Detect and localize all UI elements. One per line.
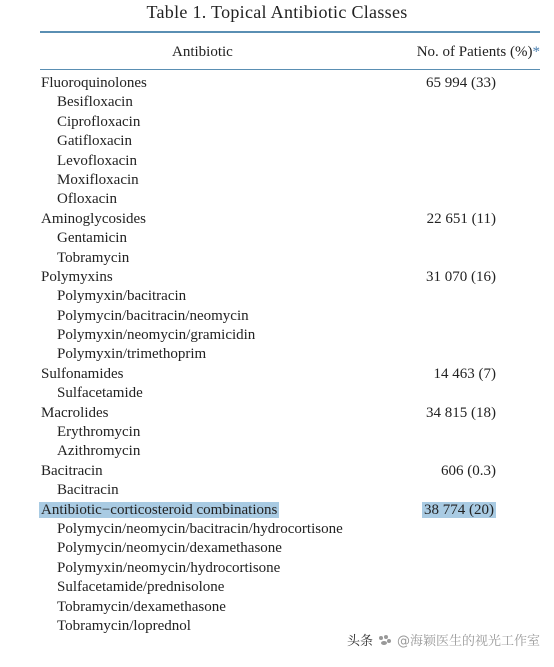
- table-subrow: [0, 423, 554, 442]
- class-name: Aminoglycosides: [41, 210, 146, 227]
- patient-count: 22 651 (11): [426, 210, 496, 227]
- table-subrow: [0, 249, 554, 268]
- class-name: Bacitracin: [41, 462, 103, 479]
- table-subrow: [0, 598, 554, 617]
- platform-label: 头条: [346, 634, 373, 649]
- patient-count: 31 070 (16): [426, 268, 496, 285]
- drug-name: Polymycin/neomycin/bacitracin/hydrocortisone: [57, 520, 343, 537]
- table-subrow: [0, 152, 554, 171]
- drug-name: Besifloxacin: [57, 94, 133, 111]
- table-row: [0, 404, 554, 423]
- drug-name: Polymycin/neomycin/dexamethasone: [57, 540, 282, 557]
- drug-name: Moxifloxacin: [57, 171, 139, 188]
- table-subrow: [0, 113, 554, 132]
- footnote-asterisk[interactable]: *: [532, 44, 540, 60]
- table-subrow: [0, 442, 554, 461]
- drug-name: Levofloxacin: [57, 152, 137, 169]
- table-row: [0, 501, 554, 520]
- drug-name: Polymyxin/trimethoprim: [57, 346, 207, 363]
- top-rule: [40, 31, 540, 33]
- patient-count: [424, 501, 496, 520]
- drug-name: Erythromycin: [57, 424, 141, 441]
- header-rule: [40, 69, 540, 70]
- class-name: [41, 501, 279, 520]
- drug-name: Ciprofloxacin: [57, 113, 141, 130]
- drug-name: Polymycin/bacitracin/neomycin: [57, 307, 249, 324]
- table-subrow: [0, 578, 554, 597]
- table-subrow: [0, 326, 554, 345]
- table-subrow: [0, 384, 554, 403]
- drug-name: Ofloxacin: [57, 191, 117, 208]
- class-name: Polymyxins: [41, 268, 113, 285]
- class-name: Macrolides: [41, 404, 109, 421]
- class-name: Fluoroquinolones: [41, 75, 147, 91]
- table-subrow: [0, 345, 554, 364]
- drug-name: Sulfacetamide/prednisolone: [57, 579, 225, 596]
- drug-name: Polymyxin/neomycin/hydrocortisone: [57, 559, 281, 576]
- table-subrow: [0, 481, 554, 500]
- patient-count: 65 994 (33): [426, 75, 496, 91]
- drug-name: Sulfacetamide: [57, 385, 143, 402]
- header-patients: [417, 44, 540, 61]
- table-subrow: [0, 520, 554, 539]
- watermark: [347, 630, 540, 649]
- highlighted-patient-count: 38 774 (20): [424, 501, 494, 518]
- drug-name: Polymyxin/neomycin/gramicidin: [57, 327, 256, 344]
- patient-count: 34 815 (18): [426, 404, 496, 421]
- paw-icon: [377, 634, 393, 646]
- header-patients-label: No. of Patients (%): [416, 44, 533, 60]
- drug-name: Polymyxin/bacitracin: [57, 288, 187, 305]
- patient-count: 14 463 (7): [433, 365, 496, 382]
- table-subrow: [0, 307, 554, 326]
- highlighted-class-name: Antibiotic−corticosteroid combinations: [41, 501, 278, 518]
- account-label: @海颖医生的视光工作室: [396, 634, 540, 649]
- table-subrow: [0, 171, 554, 190]
- table-title: Table 1. Topical Antibiotic Classes: [146, 2, 408, 22]
- table-subrow: [0, 190, 554, 209]
- drug-name: Tobramycin/loprednol: [57, 617, 191, 634]
- drug-name: Gentamicin: [57, 230, 127, 247]
- table-subrow: [0, 539, 554, 558]
- table-subrow: [0, 287, 554, 306]
- table-subrow: [0, 229, 554, 248]
- patient-count: 606 (0.3): [441, 462, 496, 479]
- table-row: [0, 74, 554, 93]
- drug-name: Tobramycin/dexamethasone: [57, 598, 226, 615]
- drug-name: Azithromycin: [57, 443, 141, 460]
- class-name: Sulfonamides: [41, 365, 124, 382]
- drug-name: Gatifloxacin: [57, 133, 132, 150]
- table-subrow: [0, 132, 554, 151]
- table-subrow: [0, 559, 554, 578]
- table-body: [0, 74, 554, 636]
- table-row: [0, 365, 554, 384]
- table-row: [0, 210, 554, 229]
- table-subrow: [0, 93, 554, 112]
- drug-name: Tobramycin: [57, 249, 130, 266]
- header-antibiotic: Antibiotic: [172, 44, 233, 60]
- table-row: [0, 268, 554, 287]
- drug-name: Bacitracin: [57, 482, 119, 499]
- table-row: [0, 462, 554, 481]
